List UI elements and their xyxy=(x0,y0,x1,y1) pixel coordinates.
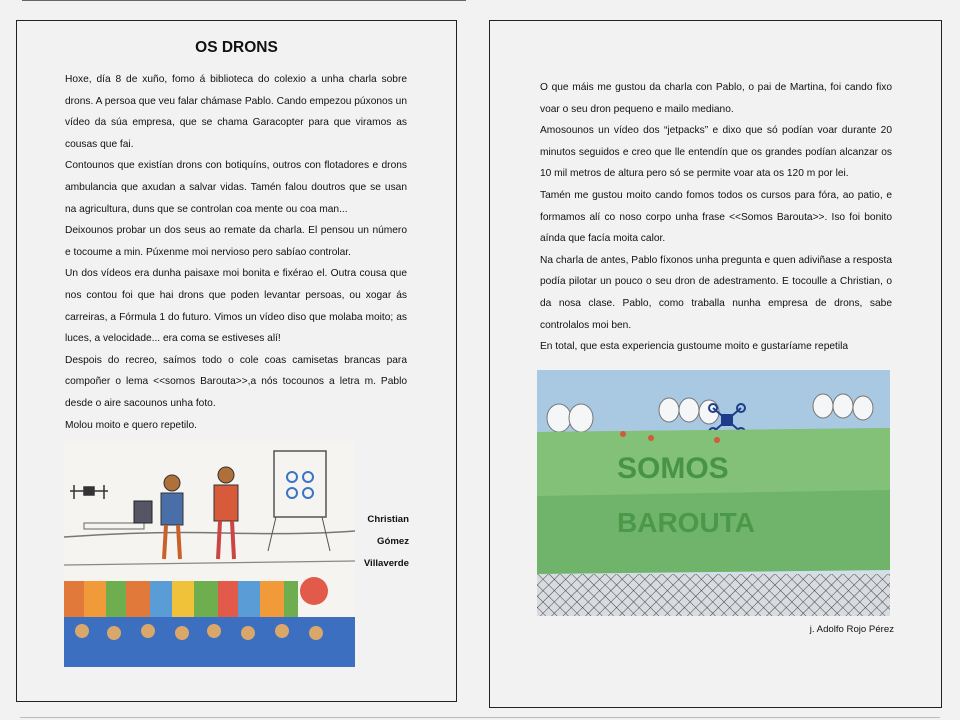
author-line: Villaverde xyxy=(363,558,409,569)
paragraph: Despois do recreo, saímos todo o cole coas camisetas brancas para compoñer o lema <<somos Barouta>>,a nós tocounos a letra m. Pablo desde o aire sacounos unha foto. xyxy=(65,354,407,409)
paragraph: O que máis me gustou da charla con Pablo, o pai de Martina, foi cando fixo voar o seu dron pequeno e mailo mediano. xyxy=(540,82,892,115)
paragraph: Molou moito e quero repetilo. xyxy=(65,419,197,431)
svg-text:BAROUTA: BAROUTA xyxy=(617,507,755,538)
page-title: OS DRONS xyxy=(195,39,278,56)
bottom-rule xyxy=(20,717,940,718)
author-line: Christian xyxy=(367,514,409,525)
paragraph: Contounos que existían drons con botiquíns, outros con flotadores e drons ambulancia que axudan a salvar vidas. Tamén falou doutros que se usan na agricultura, duns que se controlan coa mente ou coa man... xyxy=(65,160,407,215)
right-page xyxy=(489,20,942,708)
paragraph: Na charla de antes, Pablo fíxonos unha pregunta e quen adiviñase a resposta podía pilotar un pouco o seu dron de adestramento. E tocoulle a Christian, o da nosa clase. Pablo, como traballa nunha empresa de drons, sabe controlalos moi ben. xyxy=(540,254,892,331)
paragraph: Deixounos probar un dos seus ao remate da charla. El pensou un número e tocoume a min. Púxenme moi nervioso pero sabíao controlar. xyxy=(65,225,407,258)
paragraph: Tamén me gustou moito cando fomos todos os cursos para fóra, ao patio, e formamos alí co noso corpo unha frase <<Somos Barouta>>. Iso foi bonito aínda que facía moita calor. xyxy=(540,189,892,245)
right-article-body xyxy=(540,77,892,358)
author-line: Gómez xyxy=(377,536,409,547)
left-page xyxy=(16,20,457,702)
author-name: j. Adolfo Rojo Pérez xyxy=(809,624,894,635)
drone-talk-drawing xyxy=(64,441,355,667)
drawing-lettering: SOMOS xyxy=(617,452,729,485)
top-rule xyxy=(22,0,466,1)
paragraph: En total, que esta experiencia gustoume moito e gustaríame repetila xyxy=(540,341,849,353)
paragraph: Un dos vídeos era dunha paisaxe moi bonita e fixérao el. Outra cousa que nos contou foi que hai drons que poden levantar persoas, ou xogar ás carreiras, a Fórmula 1 do futuro. Vimos un vídeo diso que molaba moito; as luces, a velocidade... era coma se estiveses alí! xyxy=(65,268,407,345)
author-name xyxy=(347,509,409,575)
somos-barouta-drawing xyxy=(537,370,890,616)
left-article-body xyxy=(65,69,407,436)
paragraph: Hoxe, día 8 de xuño, fomo á biblioteca do colexio a unha charla sobre drons. A persoa que veu falar chámase Pablo. Cando empezou púxonos un vídeo da súa empresa, que se chama Garacopter para que viramos as cousas que fai. xyxy=(65,74,407,150)
paragraph: Amosounos un vídeo dos “jetpacks” e dixo que só podían voar durante 20 minutos seguidos e creo que lle entendín que os grandes podían alcanzar os 10 mil metros de altura pero só se permite voar ata os 120 m por lei. xyxy=(540,125,892,180)
